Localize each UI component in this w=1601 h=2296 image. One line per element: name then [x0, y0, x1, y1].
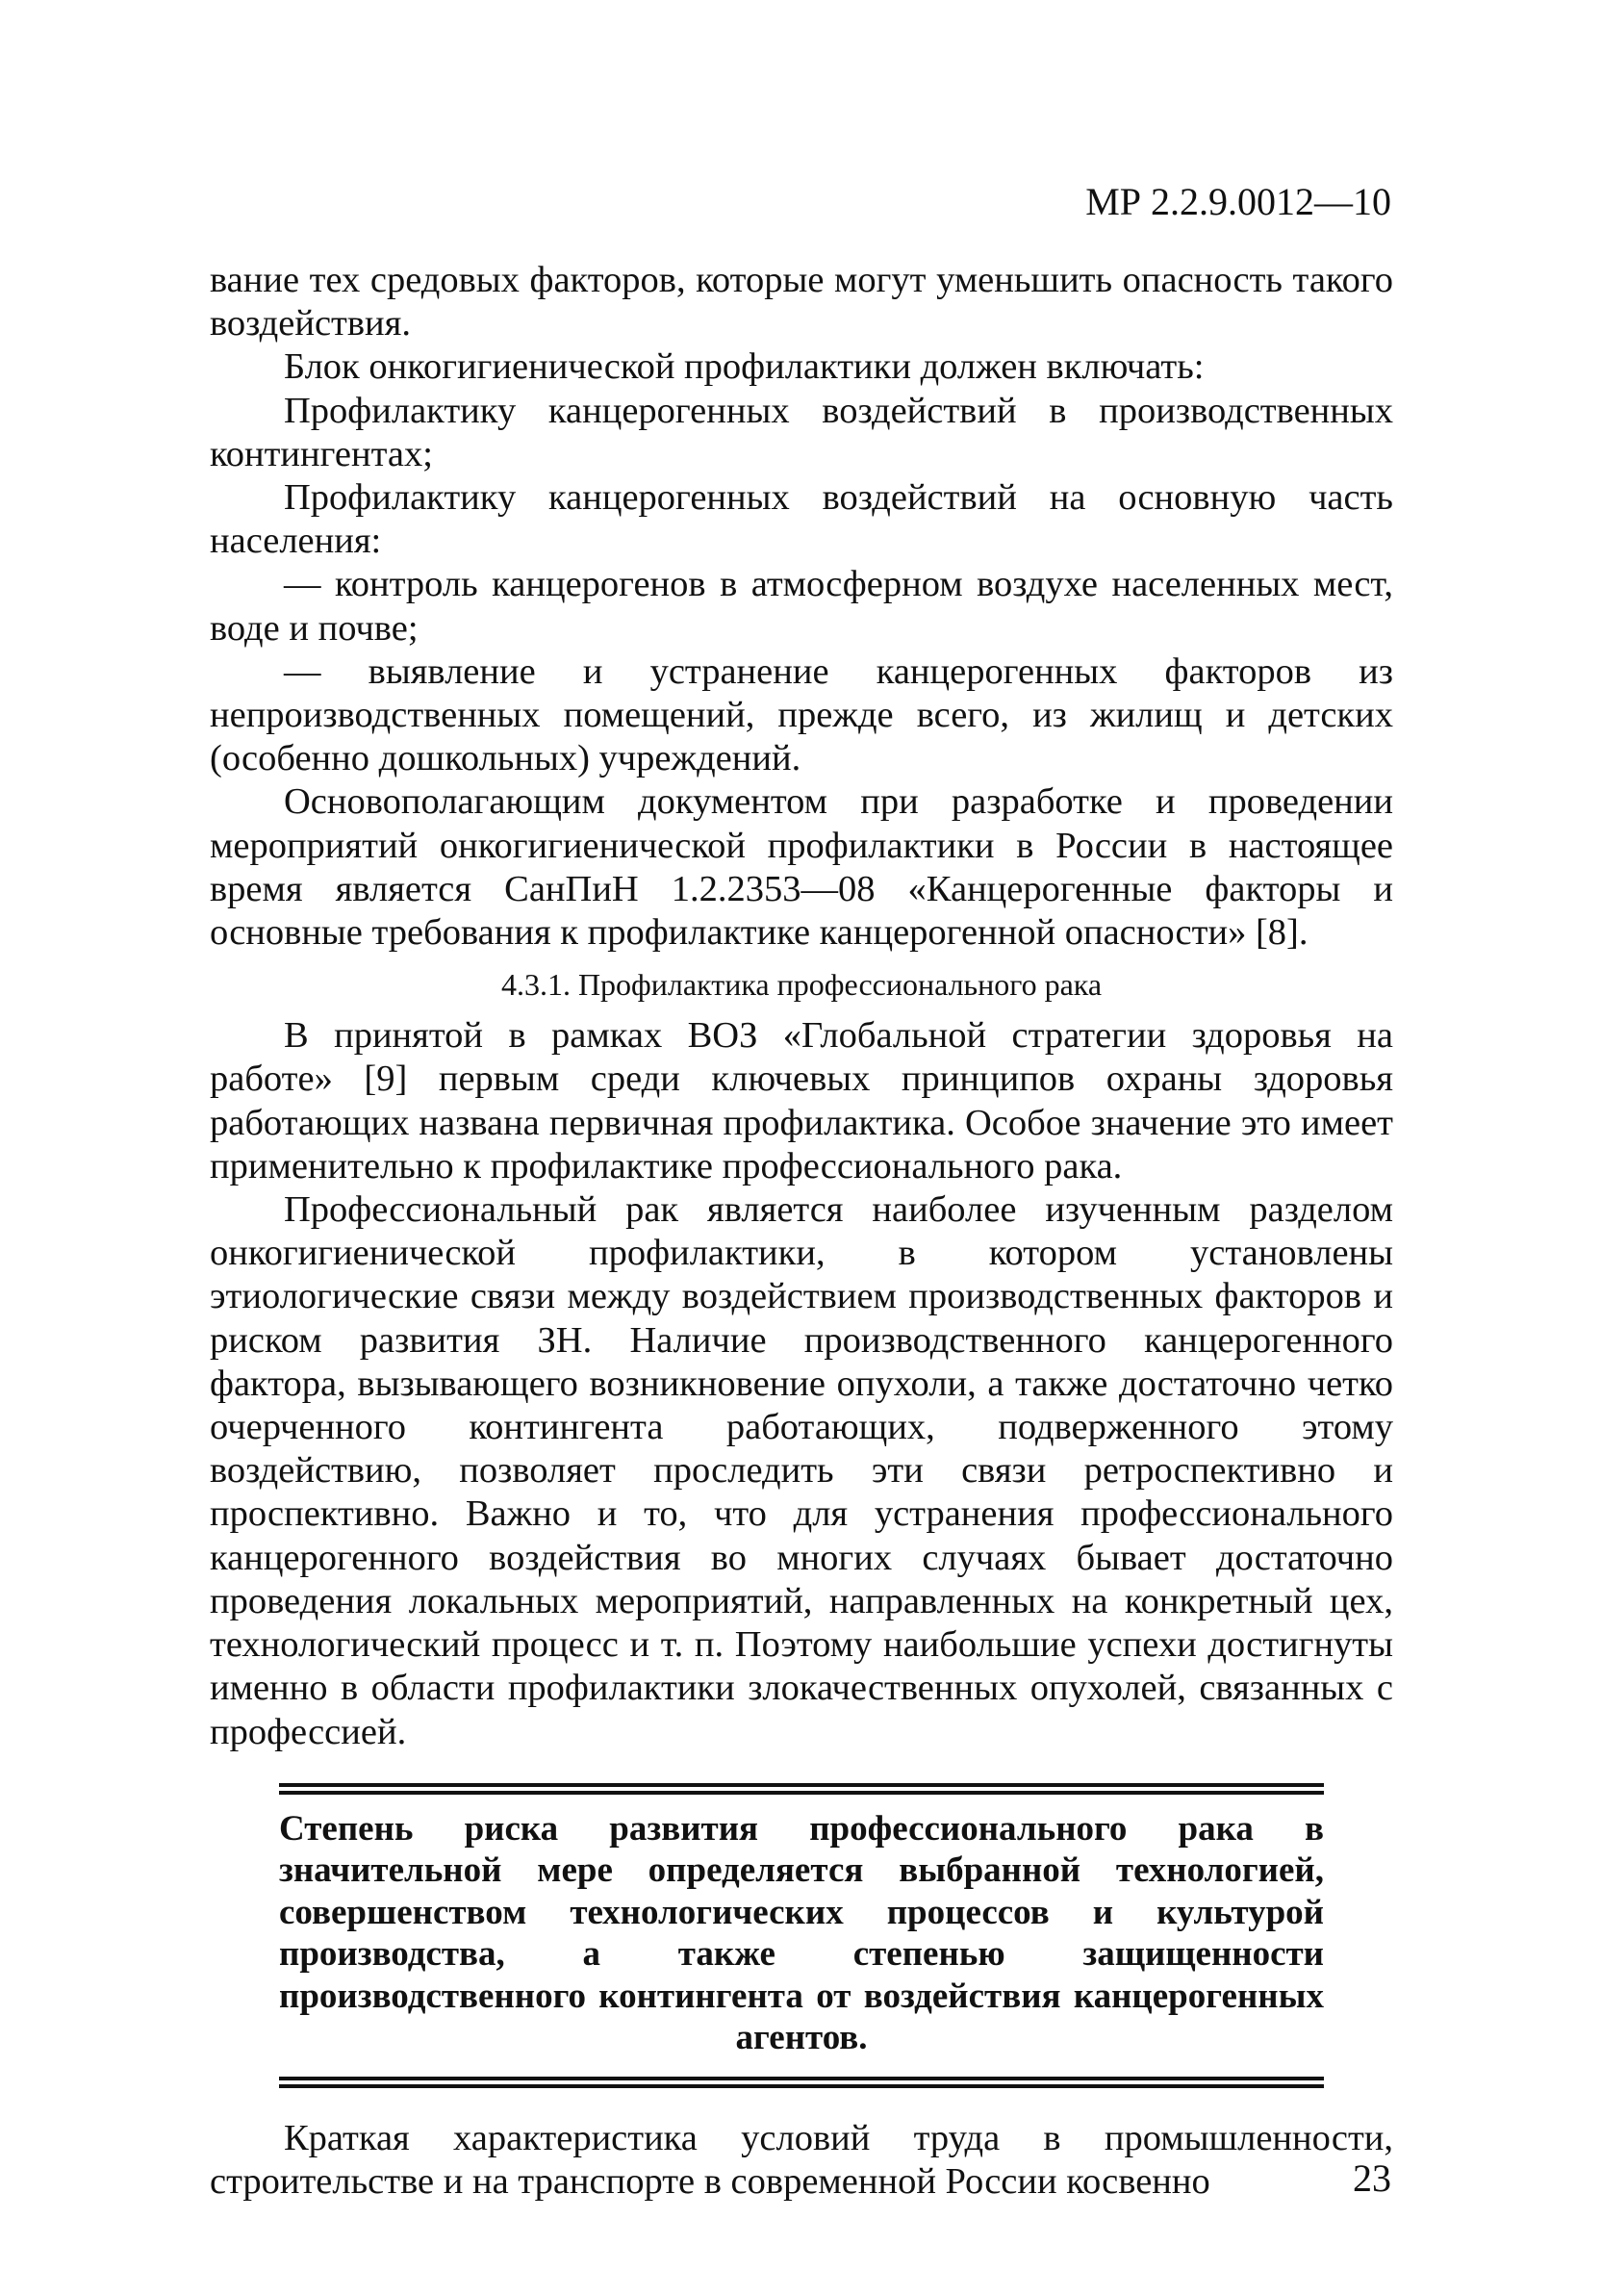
- callout-text: Степень риска развития профессионального рака в значительной мере определяется выбранной технологией, совершенством технологических процессов и культурой производства, а также степенью защищенности производственного контингента от воздействия канцерогенных агентов.: [279, 1808, 1324, 2058]
- paragraph: Профилактику канцерогенных воздействий в производственных контингентах;: [210, 390, 1393, 474]
- callout-box: [279, 1783, 1324, 2088]
- paragraph: Блок онкогигиенической профилактики должен включать:: [284, 346, 1205, 388]
- callout-bottom-rule: [279, 2077, 1324, 2088]
- page-body: [210, 259, 1393, 2204]
- list-item: — выявление и устранение канцерогенных факторов из непроизводственных помещений, прежде всего, из жилищ и детских (особенно дошкольных) учреждений.: [210, 651, 1393, 779]
- paragraph: Краткая характеристика условий труда в промышленности, строительстве и на транспорте в современной России косвенно: [210, 2117, 1393, 2202]
- page-number: 23: [1353, 2156, 1391, 2200]
- paragraph: Профессиональный рак является наиболее изученным разделом онкогигиенической профилактики, в котором установлены этиологические связи между воздействием производственных факторов и риском развития ЗН. Наличие производственного канцерогенного фактора, вызывающего возникновение опухоли, а также достаточно четко очерченного контингента работающих, подверженного этому воздействию, позволяет проследить эти связи ретроспективно и проспективно. Важно и то, что для устранения профессионального канцерогенного воздействия во многих случаях бывает достаточно проведения локальных мероприятий, направленных на конкретный цех, технологический процесс и т. п. Поэтому наибольшие успехи достигнуты именно в области профилактики злокачественных опухолей, связанных с профессией.: [210, 1189, 1393, 1752]
- paragraph: вание тех средовых факторов, которые могут уменьшить опасность такого воздействия.: [210, 260, 1393, 344]
- paragraph: В принятой в рамках ВОЗ «Глобальной стратегии здоровья на работе» [9] первым среди ключевых принципов охраны здоровья работающих названа первичная профилактика. Особое значение это имеет применительно к профилактике профессионального рака.: [210, 1015, 1393, 1186]
- paragraph: Основополагающим документом при разработке и проведении мероприятий онкогигиенической профилактики в России в настоящее время является СанПиН 1.2.2353—08 «Канцерогенные факторы и основные требования к профилактике канцерогенной опасности» [8].: [210, 781, 1393, 954]
- section-heading: 4.3.1. Профилактика профессионального рака: [500, 967, 1103, 1003]
- list-item: — контроль канцерогенов в атмосферном воздухе населенных мест, воде и почве;: [210, 564, 1393, 649]
- paragraph: Профилактику канцерогенных воздействий на основную часть населения:: [210, 477, 1393, 562]
- document-code-header: МР 2.2.9.0012—10: [1085, 180, 1391, 223]
- callout-top-rule: [279, 1783, 1324, 1795]
